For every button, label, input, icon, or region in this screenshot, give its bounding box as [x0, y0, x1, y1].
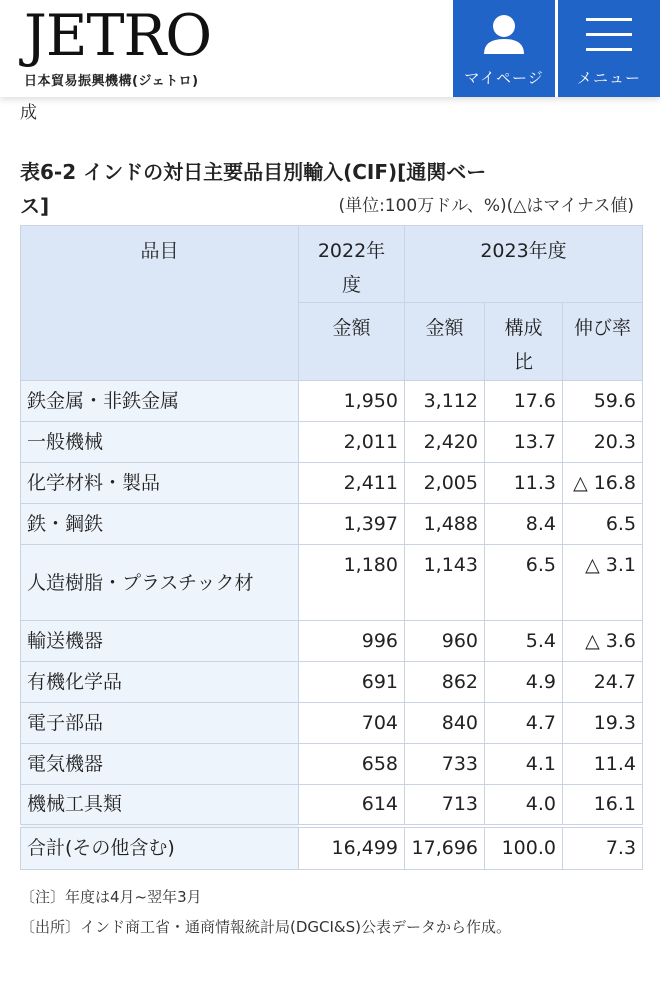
row-item: 電気機器 — [21, 744, 299, 785]
row-value-2022: 1,397 — [299, 504, 405, 545]
row-item: 電子部品 — [21, 703, 299, 744]
import-table — [20, 225, 643, 870]
header-growth: 伸び率 — [563, 303, 643, 381]
row-share: 4.9 — [485, 662, 563, 703]
row-share: 13.7 — [485, 422, 563, 463]
note-fiscal-year: 〔注〕年度は4月~翌年3月 — [20, 888, 202, 906]
header-amount-2023: 金額 — [405, 303, 485, 381]
table-title: 表6-2 インドの対日主要品目別輸入(CIF)[通関ベー — [20, 160, 487, 184]
table-total-row — [21, 826, 643, 870]
row-value-2023: 2,005 — [405, 463, 485, 504]
mypage-label: マイページ — [464, 69, 544, 87]
table-row — [21, 381, 643, 422]
table-row — [21, 463, 643, 504]
table-row — [21, 662, 643, 703]
table-row — [21, 621, 643, 662]
row-item: 機械工具類 — [21, 785, 299, 826]
row-item: 人造樹脂・プラスチック材 — [21, 545, 299, 621]
row-share: 4.7 — [485, 703, 563, 744]
table-row — [21, 744, 643, 785]
row-item: 輸送機器 — [21, 621, 299, 662]
row-growth: 20.3 — [563, 422, 643, 463]
row-value-2022: 1,950 — [299, 381, 405, 422]
total-value-2023: 17,696 — [405, 826, 485, 870]
total-growth: 7.3 — [563, 826, 643, 870]
jetro-logo[interactable] — [24, 4, 211, 89]
total-item: 合計(その他含む) — [21, 826, 299, 870]
row-value-2023: 733 — [405, 744, 485, 785]
header-share: 構成比 — [485, 303, 563, 381]
row-growth: 59.6 — [563, 381, 643, 422]
row-item: 鉄・鋼鉄 — [21, 504, 299, 545]
total-share: 100.0 — [485, 826, 563, 870]
logo-wordmark: JETRO — [24, 3, 212, 69]
row-growth: 19.3 — [563, 703, 643, 744]
row-value-2022: 658 — [299, 744, 405, 785]
header-item: 品目 — [21, 226, 299, 381]
logo-subtitle: 日本貿易振興機構(ジェトロ) — [24, 74, 199, 89]
row-item: 有機化学品 — [21, 662, 299, 703]
row-share: 17.6 — [485, 381, 563, 422]
row-share: 11.3 — [485, 463, 563, 504]
header-fy2023: 2023年度 — [405, 226, 643, 303]
row-growth: △ 16.8 — [563, 463, 643, 504]
header-amount-2022: 金額 — [299, 303, 405, 381]
row-growth: 24.7 — [563, 662, 643, 703]
row-growth: 6.5 — [563, 504, 643, 545]
table-title-continued: ス] — [20, 194, 50, 218]
table-row — [21, 422, 643, 463]
person-icon — [453, 12, 555, 56]
row-value-2022: 1,180 — [299, 545, 405, 621]
row-growth: 16.1 — [563, 785, 643, 826]
site-header — [0, 0, 660, 97]
menu-button[interactable] — [558, 0, 660, 97]
row-share: 6.5 — [485, 545, 563, 621]
unit-note: (単位:100万ドル、%)(△はマイナス値) — [338, 196, 634, 216]
row-value-2022: 691 — [299, 662, 405, 703]
row-share: 8.4 — [485, 504, 563, 545]
article-content — [20, 97, 640, 942]
hamburger-icon — [558, 12, 660, 56]
row-value-2023: 1,143 — [405, 545, 485, 621]
row-item: 化学材料・製品 — [21, 463, 299, 504]
table-row — [21, 545, 643, 621]
row-share: 4.0 — [485, 785, 563, 826]
row-item: 鉄金属・非鉄金属 — [21, 381, 299, 422]
row-value-2023: 862 — [405, 662, 485, 703]
row-share: 4.1 — [485, 744, 563, 785]
row-growth: 11.4 — [563, 744, 643, 785]
row-value-2022: 2,411 — [299, 463, 405, 504]
row-growth: △ 3.1 — [563, 545, 643, 621]
preceding-text: 成 — [20, 103, 37, 123]
row-share: 5.4 — [485, 621, 563, 662]
row-value-2023: 713 — [405, 785, 485, 826]
table-notes — [20, 882, 640, 942]
row-value-2022: 614 — [299, 785, 405, 826]
total-value-2022: 16,499 — [299, 826, 405, 870]
row-value-2023: 3,112 — [405, 381, 485, 422]
row-value-2023: 840 — [405, 703, 485, 744]
menu-label: メニュー — [576, 69, 641, 87]
row-growth: △ 3.6 — [563, 621, 643, 662]
table-row — [21, 504, 643, 545]
header-fy2022: 2022年度 — [299, 226, 405, 303]
row-value-2022: 2,011 — [299, 422, 405, 463]
row-value-2023: 2,420 — [405, 422, 485, 463]
table-row — [21, 785, 643, 826]
row-value-2022: 704 — [299, 703, 405, 744]
row-value-2022: 996 — [299, 621, 405, 662]
row-value-2023: 960 — [405, 621, 485, 662]
row-value-2023: 1,488 — [405, 504, 485, 545]
mypage-button[interactable] — [453, 0, 555, 97]
table-title-line2-row — [20, 189, 640, 223]
table-row — [21, 703, 643, 744]
note-source: 〔出所〕インド商工省・通商情報統計局(DGCI&S)公表データから作成。 — [20, 918, 511, 936]
row-item: 一般機械 — [21, 422, 299, 463]
